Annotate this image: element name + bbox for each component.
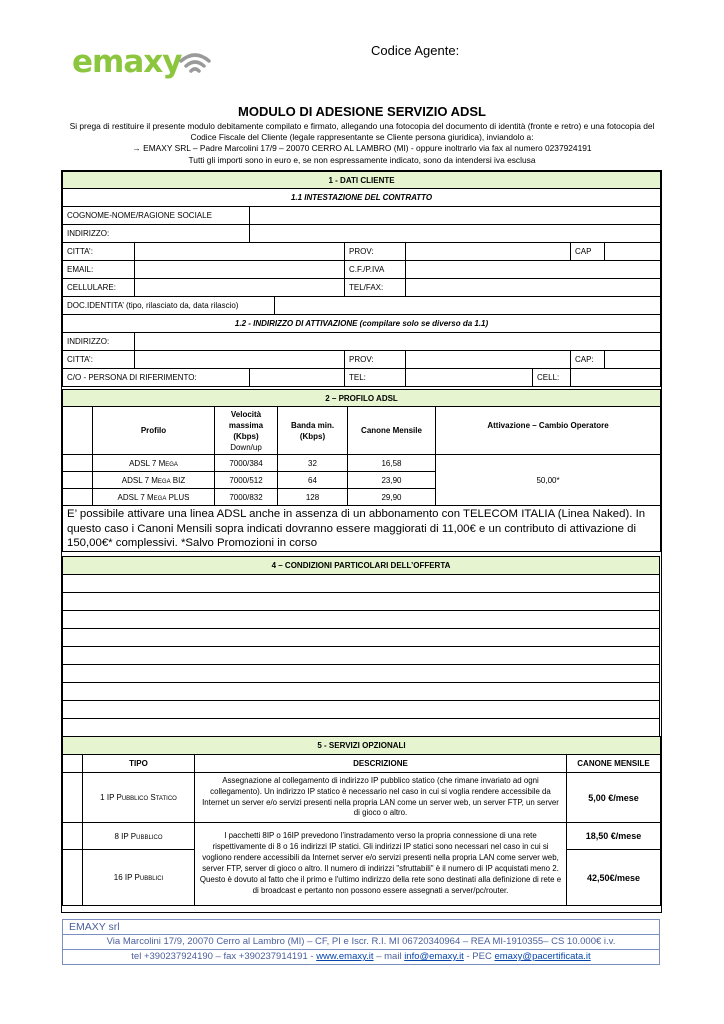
- condizioni-line[interactable]: [63, 593, 660, 611]
- indirizzo2-field[interactable]: [135, 333, 661, 351]
- section-4-title: 4 – CONDIZIONI PARTICOLARI DELL’OFFERTA: [63, 557, 660, 575]
- tipo-cell: 16 IP Pubblici: [83, 850, 195, 906]
- footer: [62, 919, 660, 965]
- wifi-icon: [178, 52, 212, 74]
- intro-line-1: Si prega di restituire il presente modulo debitamente compilato e firmato, allegando una fotocopia del documento di identità (fronte e retro) e una fotocopia del Codice Fiscale del Cliente (legale rappresentante se Cliente persona giuridica), inviandolo a:: [69, 121, 655, 143]
- cap-label: CAP: [571, 243, 605, 261]
- tipo-cell: 8 IP Pubblico: [83, 823, 195, 850]
- cell-label: CELL:: [533, 369, 571, 387]
- footer-phone: tel +390237924190 – fax +390237914191 -: [131, 951, 317, 962]
- cellulare-field[interactable]: [135, 279, 345, 297]
- cell-field[interactable]: [571, 369, 661, 387]
- intro-text: [62, 121, 662, 166]
- header-velocita: [215, 407, 278, 455]
- telfax-field[interactable]: [406, 279, 661, 297]
- indirizzo2-label: INDIRIZZO:: [63, 333, 135, 351]
- cap-field[interactable]: [605, 243, 661, 261]
- row-empty: [63, 823, 83, 850]
- section-2-title: 2 – PROFILO ADSL: [63, 390, 661, 407]
- condizioni-line[interactable]: [63, 611, 660, 629]
- section-5-table: [62, 736, 661, 906]
- canone-cell: 23,90: [348, 472, 436, 489]
- condizioni-line[interactable]: [63, 629, 660, 647]
- profilo-cell: ADSL 7 Mega: [93, 455, 215, 472]
- section-1-2-title: 1.2 - INDIRIZZO DI ATTIVAZIONE (compilare solo se diverso da 1.1): [63, 315, 661, 333]
- footer-mail-prefix: – mail: [373, 951, 405, 962]
- profilo-cell: ADSL 7 Mega PLUS: [93, 489, 215, 506]
- pec-link[interactable]: emaxy@pacertificata.it: [494, 951, 591, 962]
- section-4-table: [62, 556, 660, 755]
- doc-label: DOC.IDENTITA’ (tipo, rilasciato da, data rilascio): [63, 297, 275, 315]
- prov-label: PROV:: [345, 243, 406, 261]
- emaxy-logo: [72, 44, 212, 84]
- profilo-cell: ADSL 7 Mega BIZ: [93, 472, 215, 489]
- velocita-line-3: (Kbps): [233, 431, 259, 441]
- footer-company: EMAXY srl: [63, 920, 659, 935]
- condizioni-line[interactable]: [63, 665, 660, 683]
- canone-cell: 42,50€/mese: [567, 850, 661, 906]
- footer-pec-prefix: - PEC: [463, 951, 495, 962]
- canone-cell: 29,90: [348, 489, 436, 506]
- descrizione-cell: Assegnazione al collegamento di indirizzo IP pubblico statico (che rimane invariato ad ogni collegamento). Un indirizzo IP statico è necessario nel caso in cui si voglia rendere accessibile da Internet un server e/o servizi presenti nella propria LAN come un server web, un server FTP, un server di gioco o altro.: [195, 773, 567, 823]
- header-banda: [278, 407, 348, 455]
- row-empty: [63, 489, 93, 506]
- cap2-field[interactable]: [605, 351, 661, 369]
- intro-line-2: → EMAXY SRL – Padre Marcolini 17/9 – 20070 CERRO AL LAMBRO (MI) - oppure inoltrarlo via fax al numero 0237924191: [132, 143, 592, 154]
- header-profilo: Profilo: [93, 407, 215, 455]
- indirizzo-field[interactable]: [250, 225, 661, 243]
- section-1-1-title: 1.1 INTESTAZIONE DEL CONTRATTO: [63, 189, 661, 207]
- condizioni-line[interactable]: [63, 647, 660, 665]
- cf-label: C.F./P.IVA: [345, 261, 406, 279]
- prov2-field[interactable]: [406, 351, 571, 369]
- cellulare-label: CELLULARE:: [63, 279, 135, 297]
- descrizione-cell: I pacchetti 8IP o 16IP prevedono l’instradamento verso la propria connessione di una rete rispettivamente di 8 o 16 indirizzi IP statici. Gli indirizzi IP statici sono necessari nel caso in cui si vogliono rendere accessibili da Internet server e/o servizi presenti nella propria LAN come server web, server FTP, server di gioco o altro. Il numero di indirizzi "sfruttabili" è il numero di IP acquistati meno 2. Questo è dovuto al fatto che il primo e l'ultimo indirizzo della rete sono destinati alla definizione di rete e di broadcast e pertanto non possono essere assegnati a server/pc/router.: [195, 823, 567, 906]
- row-empty: [63, 850, 83, 906]
- condizioni-line[interactable]: [63, 701, 660, 719]
- velocita-line-1: Velocità: [230, 409, 262, 419]
- header-attivazione: Attivazione – Cambio Operatore: [436, 407, 661, 455]
- footer-contacts: [63, 950, 659, 964]
- adsl-note: E’ possibile attivare una linea ADSL anche in assenza di un abbonamento con TELECOM ITALIA (Linea Naked). In questo caso i Canoni Mensili sopra indicati dovranno essere maggiorati di 11,00€ e un contributo di attivazione di 150,00€* complessivi. *Salvo Promozioni in corso: [63, 506, 661, 552]
- cap2-label: CAP:: [571, 351, 605, 369]
- cognome-label: COGNOME-NOME/RAGIONE SOCIALE: [63, 207, 250, 225]
- banda-cell: 64: [278, 472, 348, 489]
- tipo-cell: 1 IP Pubblico Statico: [83, 773, 195, 823]
- tel-label: TEL:: [345, 369, 406, 387]
- canone-cell: 16,58: [348, 455, 436, 472]
- telfax-label: TEL/FAX:: [345, 279, 406, 297]
- banda-cell: 32: [278, 455, 348, 472]
- email-label: EMAIL:: [63, 261, 135, 279]
- form-title: MODULO DI ADESIONE SERVIZIO ADSL: [238, 104, 486, 119]
- footer-address: Via Marcolini 17/9, 20070 Cerro al Lambro (MI) – CF, PI e Iscr. R.I. MI 06720340964 – REA MI-1910355– CS 10.000€ i.v.: [63, 935, 659, 950]
- velocita-cell: 7000/384: [215, 455, 278, 472]
- section-1-title: 1 - DATI CLIENTE: [63, 172, 661, 189]
- banda-line-2: (Kbps): [299, 431, 326, 441]
- header-tipo: TIPO: [83, 755, 195, 773]
- prov-field[interactable]: [406, 243, 571, 261]
- logo-text: emaxy: [72, 44, 182, 80]
- section-2-table: [62, 389, 661, 552]
- mail-link[interactable]: info@emaxy.it: [404, 951, 464, 962]
- doc-field[interactable]: [275, 297, 661, 315]
- citta-label: CITTA’:: [63, 243, 135, 261]
- intro-line-3: Tutti gli importi sono in euro e, se non espressamente indicato, sono da intendersi iva esclusa: [188, 154, 536, 165]
- velocita-cell: 7000/832: [215, 489, 278, 506]
- attivazione-cell: 50,00*: [436, 455, 661, 506]
- canone-cell: 5,00 €/mese: [567, 773, 661, 823]
- section-1-table: [62, 171, 661, 387]
- citta2-field[interactable]: [135, 351, 345, 369]
- tel-field[interactable]: [406, 369, 533, 387]
- header-canone-mensile: CANONE MENSILE: [567, 755, 661, 773]
- indirizzo-label: INDIRIZZO:: [63, 225, 250, 243]
- banda-line-1: Banda min.: [290, 420, 335, 430]
- condizioni-line[interactable]: [63, 575, 660, 593]
- banda-cell: 128: [278, 489, 348, 506]
- header-canone: Canone Mensile: [348, 407, 436, 455]
- condizioni-line[interactable]: [63, 683, 660, 701]
- row-empty: [63, 472, 93, 489]
- condizioni-line[interactable]: [63, 719, 660, 737]
- cf-field[interactable]: [406, 261, 661, 279]
- header-empty: [63, 407, 93, 455]
- citta-field[interactable]: [135, 243, 345, 261]
- canone-cell: 18,50 €/mese: [567, 823, 661, 850]
- co-field[interactable]: [250, 369, 345, 387]
- co-label: C/O - PERSONA DI RIFERIMENTO:: [63, 369, 250, 387]
- velocita-line-4: Down/up: [230, 442, 262, 452]
- agent-code-label: Codice Agente:: [371, 43, 460, 58]
- row-empty: [63, 773, 83, 823]
- header-empty: [63, 755, 83, 773]
- velocita-cell: 7000/512: [215, 472, 278, 489]
- email-field[interactable]: [135, 261, 345, 279]
- section-5-title: 5 - SERVIZI OPZIONALI: [63, 737, 661, 755]
- velocita-line-2: massima: [228, 420, 264, 430]
- website-link[interactable]: www.emaxy.it: [316, 951, 374, 962]
- cognome-field[interactable]: [250, 207, 661, 225]
- prov2-label: PROV:: [345, 351, 406, 369]
- row-empty: [63, 455, 93, 472]
- citta2-label: CITTA’:: [63, 351, 135, 369]
- header-descrizione: DESCRIZIONE: [195, 755, 567, 773]
